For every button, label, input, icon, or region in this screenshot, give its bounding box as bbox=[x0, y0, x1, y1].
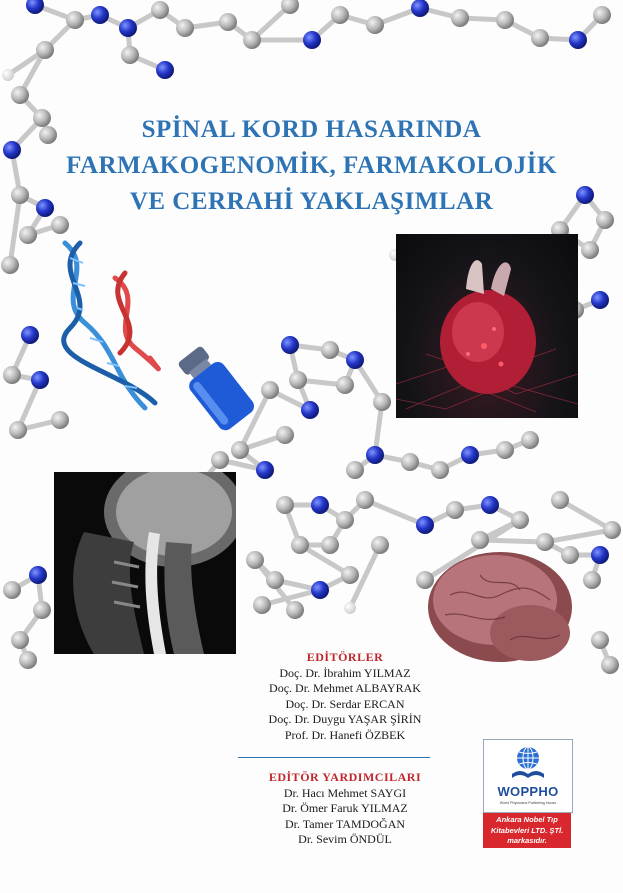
molecule-atom bbox=[246, 551, 264, 569]
molecule-bond bbox=[10, 195, 20, 265]
molecule-atom bbox=[21, 326, 39, 344]
molecule-atom bbox=[31, 371, 49, 389]
globe-book-icon bbox=[510, 744, 546, 782]
molecule-atom bbox=[2, 69, 14, 81]
molecule-bond bbox=[365, 500, 425, 525]
molecule-atom bbox=[344, 602, 356, 614]
molecule-atom bbox=[591, 631, 609, 649]
molecule-atom bbox=[511, 511, 529, 529]
molecule-atom bbox=[446, 501, 464, 519]
molecule-atom bbox=[19, 226, 37, 244]
title-line-1: SPİNAL KORD HASARINDA bbox=[141, 116, 482, 143]
molecule-atom bbox=[321, 536, 339, 554]
molecule-atom bbox=[91, 6, 109, 24]
molecule-atom bbox=[281, 336, 299, 354]
molecule-atom bbox=[19, 651, 37, 669]
logo-name: WOPPHO bbox=[497, 784, 559, 799]
title-line-2: FARMAKOGENOMİK, FARMAKOLOJİK bbox=[66, 152, 557, 179]
assistant-editor-name: Dr. Sevim ÖNDÜL bbox=[298, 832, 392, 846]
editor-name: Prof. Dr. Hanefi ÖZBEK bbox=[284, 727, 406, 742]
molecule-atom bbox=[331, 6, 349, 24]
molecule-atom bbox=[33, 601, 51, 619]
molecule-atom bbox=[176, 19, 194, 37]
molecule-bond bbox=[560, 500, 612, 530]
molecule-atom bbox=[253, 596, 271, 614]
molecule-atom bbox=[346, 351, 364, 369]
editor-name: Doç. Dr. Duygu YAŞAR ŞİRİN bbox=[268, 712, 422, 726]
editors-heading: EDİTÖRLER bbox=[306, 650, 384, 664]
molecule-atom bbox=[591, 291, 609, 309]
molecule-atom bbox=[311, 581, 329, 599]
molecule-atom bbox=[276, 496, 294, 514]
molecule-atom bbox=[243, 31, 261, 49]
molecule-atom bbox=[603, 521, 621, 539]
molecule-atom bbox=[276, 426, 294, 444]
publisher-note bbox=[483, 813, 571, 848]
molecule-atom bbox=[291, 536, 309, 554]
assistant-editors-block bbox=[230, 770, 460, 848]
molecule-atom bbox=[151, 1, 169, 19]
vial-image bbox=[170, 340, 265, 435]
molecule-atom bbox=[3, 581, 21, 599]
molecule-atom bbox=[601, 656, 619, 674]
publisher-line: Ankara Nobel Tıp bbox=[496, 815, 558, 824]
molecule-atom bbox=[286, 601, 304, 619]
molecule-atom bbox=[36, 41, 54, 59]
molecule-atom bbox=[256, 461, 274, 479]
molecule-atom bbox=[583, 571, 601, 589]
editor-name: Doç. Dr. İbrahim YILMAZ bbox=[279, 665, 411, 680]
molecule-atom bbox=[121, 46, 139, 64]
mri-spine-image bbox=[54, 472, 236, 654]
editor-name: Doç. Dr. Serdar ERCAN bbox=[285, 696, 405, 711]
molecule-atom bbox=[341, 566, 359, 584]
molecule-atom bbox=[481, 496, 499, 514]
assistant-editor-name: Dr. Ömer Faruk YILMAZ bbox=[282, 801, 408, 815]
molecule-atom bbox=[401, 453, 419, 471]
molecule-atom bbox=[336, 376, 354, 394]
molecule-atom bbox=[11, 186, 29, 204]
molecule-atom bbox=[29, 566, 47, 584]
molecule-bond bbox=[545, 530, 612, 542]
molecule-atom bbox=[431, 461, 449, 479]
molecule-atom bbox=[366, 16, 384, 34]
editor-name: Doç. Dr. Mehmet ALBAYRAK bbox=[269, 681, 421, 695]
molecule-atom bbox=[416, 516, 434, 534]
molecule-atom bbox=[373, 393, 391, 411]
molecule-atom bbox=[593, 6, 611, 24]
editors-block bbox=[230, 650, 460, 743]
assistant-editors-heading: EDİTÖR YARDIMCILARI bbox=[268, 770, 422, 784]
molecule-atom bbox=[9, 421, 27, 439]
molecule-atom bbox=[3, 141, 21, 159]
publisher-line: markasıdır. bbox=[507, 836, 547, 845]
molecule-atom bbox=[26, 0, 44, 14]
molecule-atom bbox=[219, 13, 237, 31]
molecule-atom bbox=[119, 19, 137, 37]
molecule-atom bbox=[11, 86, 29, 104]
molecule-atom bbox=[496, 11, 514, 29]
heart-image bbox=[396, 234, 578, 418]
molecule-atom bbox=[1, 256, 19, 274]
molecule-atom bbox=[581, 241, 599, 259]
molecule-atom bbox=[411, 0, 429, 17]
assistant-editor-name: Dr. Hacı Mehmet SAYGI bbox=[283, 785, 407, 800]
molecule-atom bbox=[336, 511, 354, 529]
molecule-atom bbox=[531, 29, 549, 47]
molecule-atom bbox=[303, 31, 321, 49]
assistant-editor-name: Dr. Tamer TAMDOĞAN bbox=[284, 816, 406, 831]
book-title bbox=[40, 112, 583, 220]
molecule-atom bbox=[321, 341, 339, 359]
molecule-atom bbox=[301, 401, 319, 419]
molecule-atom bbox=[3, 366, 21, 384]
molecule-atom bbox=[311, 496, 329, 514]
molecule-atom bbox=[591, 546, 609, 564]
molecule-atom bbox=[569, 31, 587, 49]
molecule-atom bbox=[366, 446, 384, 464]
molecule-atom bbox=[596, 211, 614, 229]
divider-line bbox=[238, 757, 430, 758]
molecule-atom bbox=[66, 11, 84, 29]
logo-subtitle: World Physicians Publishing House bbox=[499, 801, 557, 805]
molecule-atom bbox=[289, 371, 307, 389]
molecule-atom bbox=[461, 446, 479, 464]
molecule-atom bbox=[11, 631, 29, 649]
molecule-atom bbox=[266, 571, 284, 589]
molecule-atom bbox=[371, 536, 389, 554]
dna-helix-image bbox=[55, 238, 175, 430]
molecule-atom bbox=[551, 491, 569, 509]
molecule-atom bbox=[156, 61, 174, 79]
publisher-line: Kitabevleri LTD. ŞTİ. bbox=[490, 825, 564, 835]
molecule-atom bbox=[451, 9, 469, 27]
woppho-logo bbox=[483, 739, 573, 813]
molecule-atom bbox=[356, 491, 374, 509]
molecule-atom bbox=[211, 451, 229, 469]
molecule-atom bbox=[521, 431, 539, 449]
molecule-atom bbox=[346, 461, 364, 479]
title-line-3: VE CERRAHİ YAKLAŞIMLAR bbox=[129, 188, 494, 215]
molecule-atom bbox=[496, 441, 514, 459]
molecule-atom bbox=[231, 441, 249, 459]
